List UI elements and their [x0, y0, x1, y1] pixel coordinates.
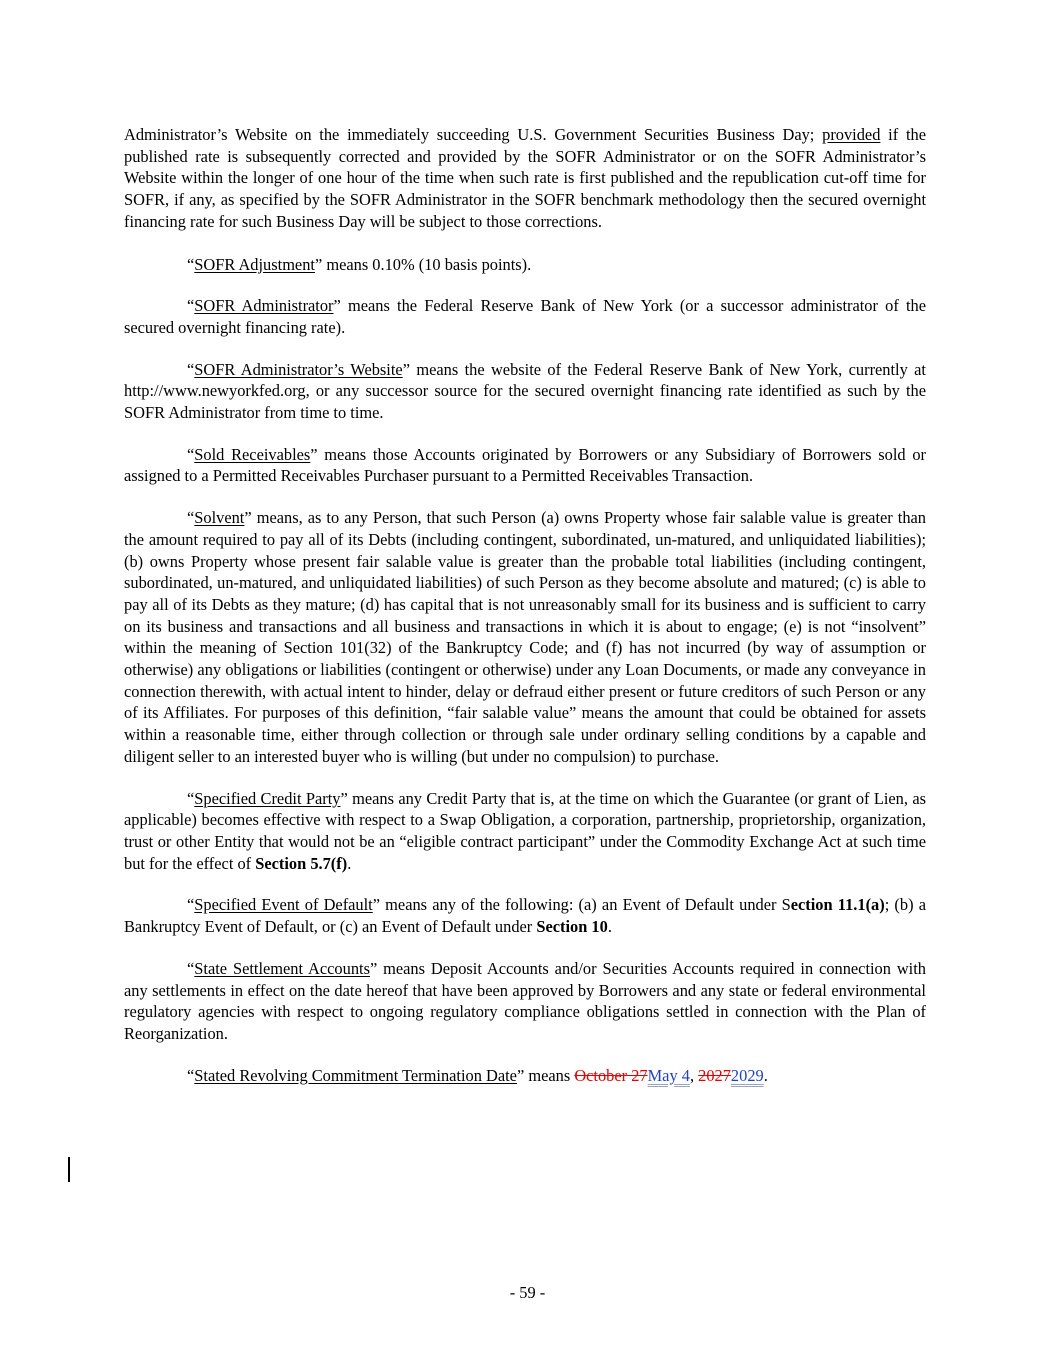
- definition-text: ; (b) a Bankruptcy Event of Default, or (c) an Event of Default under: [124, 895, 926, 937]
- definition-state-settlement-accounts: [124, 958, 926, 1045]
- quote: “: [187, 1065, 195, 1085]
- definition-stated-revolving-commitment-termination-date: [124, 1065, 926, 1087]
- definition-text: ” means Deposit Accounts and/or Securities Accounts required in connection with any settlements in effect on the date hereof that have been approved by Borrowers and any state or federal environmental regulatory agencies with respect to ongoing regulatory compliance obligations settled in connection with the Plan of Reorganization.: [124, 958, 926, 1043]
- deleted-text: October 27: [574, 1065, 648, 1085]
- definition-specified-credit-party: [124, 788, 926, 875]
- deleted-text: 2027: [698, 1065, 731, 1085]
- defined-term: Stated Revolving Commitment Termination Date: [194, 1065, 517, 1085]
- quote: “: [187, 444, 195, 464]
- definition-text: ” means the Federal Reserve Bank of New York (or a successor administrator of the secured overnight financing rate).: [124, 296, 926, 337]
- inserted-text: May 4: [647, 1065, 690, 1085]
- inserted-text: 2029: [730, 1065, 764, 1085]
- definition-text: ” means 0.10% (10 basis points).: [314, 254, 532, 274]
- definition-solvent: [124, 507, 926, 767]
- definition-text: ” means, as to any Person, that such Person (a) owns Property whose fair salable value is greater than the amount required to pay all of its Debts (including contingent, subordinated, un-matured, and unliquidated liabilities); (b) owns Property whose present fair salable value is greater than the probable total liabilities (including contingent, subordinated, un-matured, and unliquidated liabilities) of such Person as they become absolute and matured; (c) is able to pay all of its Debts as they mature; (d) has capital that is not unreasonably small for its business and is sufficient to carry on its business and transactions and all business and transactions in which it is about to engage; (e) is not “insolvent” within the meaning of Section 101(32) of the Bankruptcy Code; and (f) has not incurred (by way of assumption or otherwise) any obligations or liabilities (contingent or otherwise) under any Loan Documents, or made any conveyance in connection therewith, with actual intent to hinder, delay or defraud either present or future creditors of such Person or any of its Affiliates. For purposes of this definition, “fair salable value” means the amount that could be obtained for assets within a reasonable time, either through collection or through sale under ordinary selling conditions by a capable and diligent seller to an interested buyer who is willing (but under no compulsion) to purchase.: [124, 508, 926, 766]
- defined-term: SOFR Adjustment: [194, 254, 315, 274]
- punctuation: .: [607, 917, 612, 937]
- section-reference: Section 10: [536, 917, 608, 937]
- text: if the published rate is subsequently corrected and provided by the SOFR Administrator or on the SOFR Administrator’s Website within the longer of one hour of the time when such rate is first published and the republication cut-off time for SOFR, if any, as specified by the SOFR Administrator in the SOFR benchmark methodology then the secured overnight financing rate for such Business Day will be subject to those corrections.: [124, 125, 926, 231]
- quote: “: [187, 296, 195, 316]
- document-page: [124, 124, 926, 1106]
- text: Administrator’s Website on the immediately succeeding U.S. Government Securities Business Day;: [124, 125, 823, 144]
- defined-term: SOFR Administrator’s Website: [194, 359, 403, 379]
- definition-sold-receivables: [124, 444, 926, 487]
- defined-term: Specified Credit Party: [194, 788, 341, 808]
- defined-term: SOFR Administrator: [194, 296, 334, 316]
- definition-sofr-administrators-website: [124, 359, 926, 424]
- section-reference: Section 5.7(f): [255, 853, 348, 873]
- punctuation: .: [347, 853, 352, 873]
- page-number: - 59 -: [509, 1283, 546, 1302]
- definition-sofr-administrator: [124, 295, 926, 338]
- definition-text: ” means those Accounts originated by Borrowers or any Subsidiary of Borrowers sold or assigned to a Permitted Receivables Purchaser pursuant to a Permitted Receivables Transaction.: [124, 444, 926, 486]
- definition-text: ” means any of the following: (a) an Event of Default under S: [372, 895, 791, 915]
- definition-text: ” means: [516, 1065, 575, 1085]
- definition-sofr-adjustment: [124, 254, 926, 276]
- defined-term: Sold Receivables: [194, 444, 311, 464]
- paragraph-continuation: [124, 124, 926, 233]
- quote: “: [187, 895, 195, 915]
- defined-term: Specified Event of Default: [194, 895, 373, 915]
- punctuation: ,: [689, 1065, 699, 1085]
- section-reference: ection 11.1(a): [790, 895, 885, 915]
- defined-term: provided: [822, 125, 881, 144]
- definition-text: ” means the website of the Federal Reserve Bank of New York, currently at http://www.newyorkfed.org, or any successor source for the secured overnight financing rate identified as such by the SOFR Administrator from time to time.: [124, 359, 926, 423]
- quote: “: [187, 508, 195, 528]
- quote: “: [187, 788, 195, 808]
- definition-specified-event-of-default: [124, 894, 926, 937]
- defined-term: Solvent: [194, 508, 245, 528]
- defined-term: State Settlement Accounts: [194, 958, 370, 978]
- revision-change-bar: [68, 1157, 70, 1182]
- punctuation: .: [763, 1065, 768, 1085]
- quote: “: [187, 359, 195, 379]
- quote: “: [187, 254, 195, 274]
- quote: “: [187, 958, 195, 978]
- definition-text: ” means any Credit Party that is, at the time on which the Guarantee (or grant of Lien, as applicable) becomes effective with respect to a Swap Obligation, a corporation, partnership, proprietorship, organization, trust or other Entity that would not be an “eligible contract participant” under the Commodity Exchange Act at such time but for the effect of: [124, 788, 926, 873]
